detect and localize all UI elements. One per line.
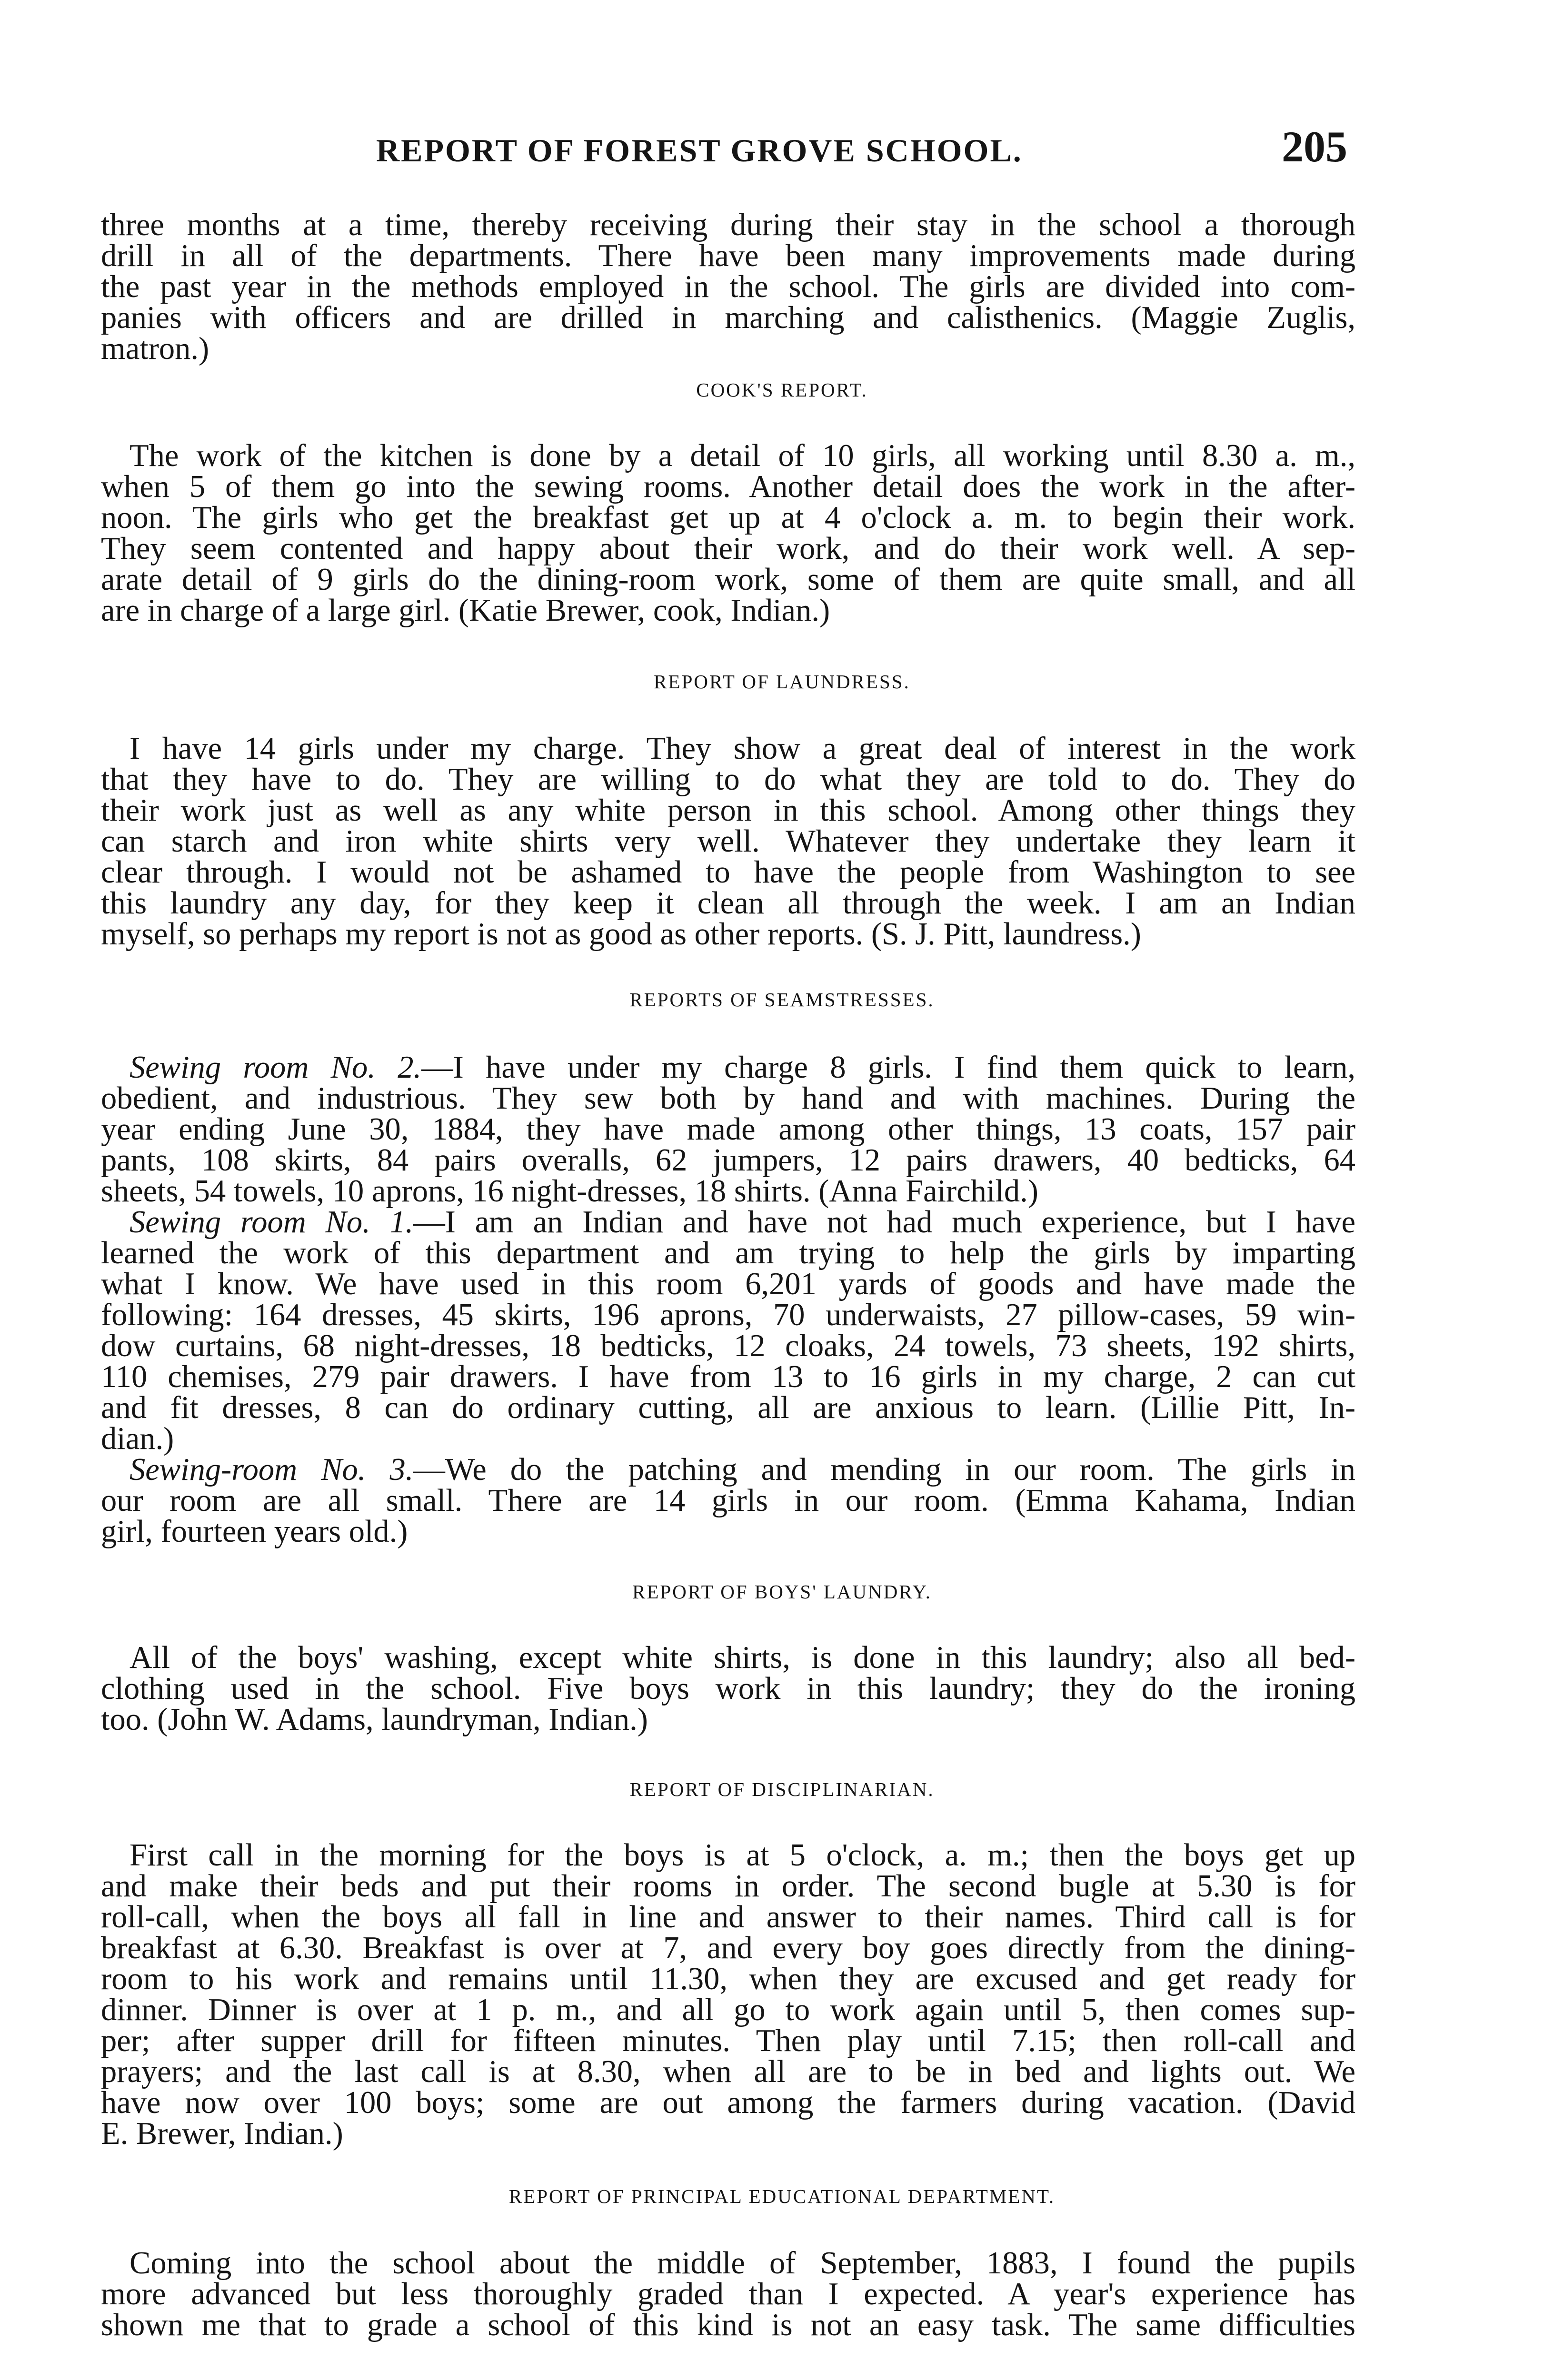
sewing-room-3-paragraph xyxy=(101,1454,1355,1547)
cook-report-heading: COOK'S REPORT. xyxy=(696,379,868,401)
principal-paragraph xyxy=(101,2248,1355,2340)
text-line: three months at a time, thereby receiving during their stay in the school a thorough xyxy=(101,208,1355,242)
text-line: dian.) xyxy=(101,1421,174,1456)
page-header xyxy=(0,121,1564,178)
text-line: pants, 108 skirts, 84 pairs overalls, 62 jumpers, 12 pairs drawers, 40 bedticks, 64 xyxy=(101,1143,1355,1178)
page-number: 205 xyxy=(1282,122,1347,171)
text-line: our room are all small. There are 14 girls in our room. (Emma Kahama, Indian xyxy=(101,1483,1355,1518)
text-line: obedient, and industrious. They sew both by hand and with machines. During the xyxy=(101,1081,1355,1116)
text-line: learned the work of this department and am trying to help the girls by imparting xyxy=(101,1236,1355,1270)
sewing-room-label: Sewing room No. 2. xyxy=(130,1050,422,1085)
text-fragment: —We do the patching and mending in our room. The girls in xyxy=(413,1452,1355,1487)
text-line: drill in all of the departments. There have been many improvements made during xyxy=(101,238,1355,273)
text-line: breakfast at 6.30. Breakfast is over at 7, and every boy goes directly from the dining- xyxy=(101,1931,1355,1965)
text-line: the past year in the methods employed in the school. The girls are divided into com- xyxy=(101,269,1355,304)
text-line: Coming into the school about the middle of September, 1883, I found the pupils xyxy=(130,2246,1355,2281)
text-line xyxy=(101,1454,1355,1485)
text-line: have now over 100 boys; some are out among the farmers during vacation. (David xyxy=(101,2085,1355,2120)
text-line: dow curtains, 68 night-dresses, 18 bedticks, 12 cloaks, 24 towels, 73 sheets, 192 shirts, xyxy=(101,1329,1355,1363)
text-line: noon. The girls who get the breakfast get up at 4 o'clock a. m. to begin their work. xyxy=(101,500,1355,535)
text-line: when 5 of them go into the sewing rooms. Another detail does the work in the after- xyxy=(101,469,1355,504)
seamstresses-report-heading: REPORTS OF SEAMSTRESSES. xyxy=(629,989,935,1011)
principal-report-heading: REPORT OF PRINCIPAL EDUCATIONAL DEPARTMENT. xyxy=(508,2185,1056,2207)
text-line: what I know. We have used in this room 6,201 yards of goods and have made the xyxy=(101,1267,1355,1301)
text-line: All of the boys' washing, except white shirts, is done in this laundry; also all bed- xyxy=(130,1640,1355,1675)
laundress-report-paragraph xyxy=(101,733,1355,950)
sewing-room-label: Sewing-room No. 3. xyxy=(130,1452,414,1487)
text-line: girl, fourteen years old.) xyxy=(101,1514,408,1549)
text-line: matron.) xyxy=(101,331,209,366)
text-line: 110 chemises, 279 pair drawers. I have from 13 to 16 girls in my charge, 2 can cut xyxy=(101,1359,1355,1394)
text-line xyxy=(101,1052,1355,1083)
text-line: and make their beds and put their rooms in order. The second bugle at 5.30 is for xyxy=(101,1869,1355,1904)
text-line: myself, so perhaps my report is not as good as other reports. (S. J. Pitt, laundress.) xyxy=(101,917,1141,952)
text-line xyxy=(101,1207,1355,1238)
cook-report-paragraph xyxy=(101,440,1355,626)
text-line: this laundry any day, for they keep it clean all through the week. I am an Indian xyxy=(101,886,1355,921)
laundress-report-heading: REPORT OF LAUNDRESS. xyxy=(654,671,910,693)
text-line: E. Brewer, Indian.) xyxy=(101,2116,343,2151)
text-line: year ending June 30, 1884, they have made among other things, 13 coats, 157 pair xyxy=(101,1112,1355,1147)
text-line: roll-call, when the boys all fall in line and answer to their names. Third call is for xyxy=(101,1900,1355,1934)
sewing-room-2-paragraph xyxy=(101,1052,1355,1207)
text-line: can starch and iron white shirts very well. Whatever they undertake they learn it xyxy=(101,824,1355,859)
text-line: more advanced but less thoroughly graded than I expected. A year's experience has xyxy=(101,2277,1355,2311)
text-line: and fit dresses, 8 can do ordinary cutting, all are anxious to learn. (Lillie Pitt, In- xyxy=(101,1390,1355,1425)
text-line: I have 14 girls under my charge. They show a great deal of interest in the work xyxy=(130,731,1355,766)
text-line: are in charge of a large girl. (Katie Brewer, cook, Indian.) xyxy=(101,593,830,628)
text-line: shown me that to grade a school of this kind is not an easy task. The same difficulties xyxy=(101,2308,1355,2342)
text-line: that they have to do. They are willing to do what they are told to do. They do xyxy=(101,762,1355,797)
text-line: prayers; and the last call is at 8.30, when all are to be in bed and lights out. We xyxy=(101,2054,1355,2089)
text-line: dinner. Dinner is over at 1 p. m., and all go to work again until 5, then comes sup- xyxy=(101,1993,1355,2027)
text-line: per; after supper drill for fifteen minutes. Then play until 7.15; then roll-call and xyxy=(101,2023,1355,2058)
disciplinarian-report-heading: REPORT OF DISCIPLINARIAN. xyxy=(629,1778,935,1800)
text-fragment: —I am an Indian and have not had much experience, but I have xyxy=(413,1205,1355,1240)
text-line: their work just as well as any white person in this school. Among other things they xyxy=(101,793,1355,828)
text-line: The work of the kitchen is done by a detail of 10 girls, all working until 8.30 a. m., xyxy=(130,438,1355,473)
intro-paragraph xyxy=(101,209,1355,364)
text-line: clothing used in the school. Five boys work in this laundry; they do the ironing xyxy=(101,1671,1355,1706)
boys-laundry-report-heading: REPORT OF BOYS' LAUNDRY. xyxy=(632,1581,932,1603)
text-line: panies with officers and are drilled in marching and calisthenics. (Maggie Zuglis, xyxy=(101,300,1355,335)
text-line: too. (John W. Adams, laundryman, Indian.) xyxy=(101,1702,648,1737)
text-line: clear through. I would not be ashamed to have the people from Washington to see xyxy=(101,855,1355,890)
disciplinarian-paragraph xyxy=(101,1840,1355,2149)
running-title: REPORT OF FOREST GROVE SCHOOL. xyxy=(376,132,1023,169)
text-line: They seem contented and happy about their work, and do their work well. A sep- xyxy=(101,531,1355,566)
text-line: First call in the morning for the boys is at 5 o'clock, a. m.; then the boys get up xyxy=(130,1838,1355,1873)
text-line: arate detail of 9 girls do the dining-room work, some of them are quite small, and all xyxy=(101,562,1355,597)
text-line: room to his work and remains until 11.30, when they are excused and get ready for xyxy=(101,1962,1355,1996)
text-fragment: —I have under my charge 8 girls. I find them quick to learn, xyxy=(421,1050,1355,1085)
text-line: following: 164 dresses, 45 skirts, 196 aprons, 70 underwaists, 27 pillow-cases, 59 win- xyxy=(101,1298,1355,1332)
sewing-room-label: Sewing room No. 1. xyxy=(130,1205,414,1240)
text-line: sheets, 54 towels, 10 aprons, 16 night-dresses, 18 shirts. (Anna Fairchild.) xyxy=(101,1174,1038,1209)
boys-laundry-paragraph xyxy=(101,1642,1355,1735)
sewing-room-1-paragraph xyxy=(101,1207,1355,1454)
